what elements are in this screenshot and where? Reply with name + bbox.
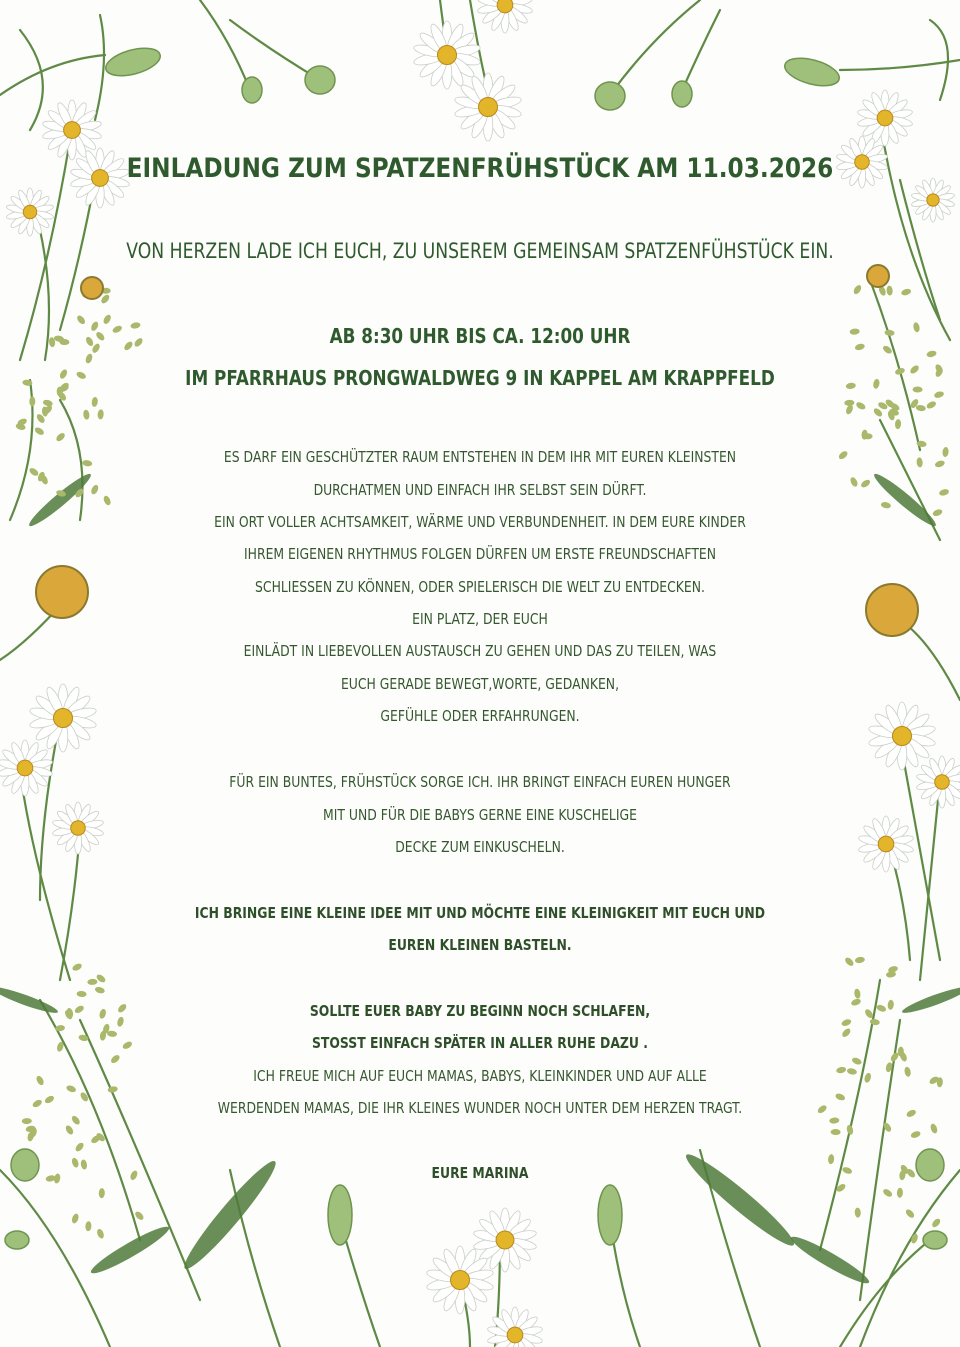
grass-seed-icon — [933, 390, 944, 399]
flower-stem — [80, 1020, 200, 1300]
flower-stem — [840, 1240, 930, 1347]
daisy-flower-icon — [858, 816, 914, 872]
grass-seed-icon — [844, 956, 855, 967]
grass-seed-icon — [852, 284, 863, 296]
daisy-flower-icon — [0, 740, 53, 796]
grass-seed-icon — [932, 508, 943, 517]
daisy-flower-icon — [454, 73, 522, 141]
grass-seed-icon — [897, 1188, 903, 1198]
grass-seed-icon — [844, 400, 854, 406]
grass-seed-icon — [912, 322, 920, 333]
grass-seed-icon — [96, 1228, 105, 1240]
grass-seed-icon — [887, 1000, 894, 1011]
grass-seed-icon — [99, 1188, 105, 1198]
flower-bud-icon — [242, 77, 262, 103]
flower-bud-icon — [5, 1231, 29, 1249]
paragraph-line: EIN ORT VOLLER ACHTSAMKEIT, WÄRME UND VERBUNDENHEIT. IN DEM EURE KINDER — [214, 513, 746, 531]
daisy-flower-icon — [6, 188, 54, 236]
grass-seed-icon — [942, 447, 949, 458]
grass-seed-icon — [71, 962, 83, 972]
flower-stem — [860, 1020, 900, 1300]
leaf-icon — [0, 983, 60, 1016]
grass-seed-icon — [929, 1123, 938, 1134]
paragraph-line: ES DARF EIN GESCHÜTZTER RAUM ENTSTEHEN IN DEM IHR MIT EUREN KLEINSTEN — [223, 448, 737, 466]
grass-seed-icon — [71, 1213, 80, 1224]
grass-seed-icon — [845, 404, 855, 416]
flower-bud-icon — [672, 81, 692, 107]
paragraph-line: ICH FREUE MICH AUF EUCH MAMAS, BABYS, KLEINKINDER UND AUF ALLE — [253, 1067, 707, 1085]
grass-seed-icon — [880, 501, 891, 509]
daisy-flower-icon — [857, 90, 913, 146]
grass-seed-icon — [905, 1108, 917, 1118]
leaf-icon — [26, 470, 95, 531]
flower-stem — [10, 380, 33, 520]
grass-seed-icon — [74, 1141, 85, 1153]
grass-seed-icon — [80, 1159, 88, 1170]
flower-bud-icon — [916, 1149, 944, 1181]
grass-seed-icon — [931, 1217, 942, 1228]
flower-stem — [95, 15, 104, 120]
grass-seed-icon — [58, 368, 68, 380]
paragraph-line: EINLÄDT IN LIEBEVOLLEN AUSTAUSCH ZU GEHEN UND DAS ZU TEILEN, WAS — [243, 642, 717, 660]
grass-seed-icon — [915, 404, 926, 411]
paragraph-line: EIN PLATZ, DER EUCH — [412, 610, 548, 628]
paragraph-line-bold: ICH BRINGE EINE KLEINE IDEE MIT UND MÖCHTE EINE KLEINIGKEIT MIT EUCH UND — [194, 904, 766, 922]
flower-stem — [900, 620, 960, 700]
grass-seed-icon — [34, 426, 46, 437]
leaf-icon — [788, 1231, 873, 1288]
grass-seed-icon — [71, 1157, 80, 1168]
daisy-flower-icon — [413, 21, 481, 89]
yellow-flower-icon — [36, 566, 88, 618]
grass-seed-icon — [828, 1154, 835, 1165]
grass-seed-icon — [909, 364, 920, 375]
daisy-flower-icon — [29, 684, 97, 752]
grass-seed-icon — [134, 1210, 145, 1221]
grass-seed-icon — [916, 457, 923, 468]
grass-seed-icon — [846, 1124, 854, 1135]
yellow-flower-icon — [867, 265, 889, 287]
grass-seed-icon — [904, 1208, 915, 1219]
grass-seed-icon — [863, 1072, 872, 1083]
grass-seed-icon — [97, 409, 104, 419]
grass-seed-icon — [82, 459, 93, 467]
grass-seed-icon — [854, 956, 865, 963]
grass-seed-icon — [913, 387, 923, 393]
paragraph-line: SCHLIESSEN ZU KÖNNEN, ODER SPIELERISCH DIE WELT ZU ENTDECKEN. — [255, 578, 705, 596]
grass-seed-icon — [84, 353, 93, 364]
grass-seed-icon — [831, 1129, 841, 1135]
grass-seed-icon — [854, 988, 862, 999]
flower-stem — [930, 20, 948, 100]
grass-seed-icon — [85, 1221, 92, 1231]
grass-seed-icon — [855, 401, 867, 411]
grass-seed-icon — [882, 1188, 894, 1199]
flower-stem — [20, 770, 70, 980]
grass-seed-icon — [87, 979, 97, 986]
flower-bud-icon — [305, 66, 335, 94]
grass-seed-icon — [876, 1004, 888, 1013]
leaf-icon — [900, 983, 960, 1016]
paragraph-line-bold: STOSST EINFACH SPÄTER IN ALLER RUHE DAZU . — [311, 1034, 649, 1052]
paragraph-line: DECKE ZUM EINKUSCHELN. — [395, 838, 565, 856]
grass-seed-icon — [926, 400, 938, 410]
grass-seed-icon — [895, 419, 902, 429]
grass-seed-icon — [938, 488, 949, 496]
grass-seed-icon — [73, 1004, 85, 1014]
paragraph-line-bold: EUREN KLEINEN BASTELN. — [388, 936, 572, 954]
grass-seed-icon — [872, 378, 880, 389]
yellow-flower-icon — [81, 277, 103, 299]
grass-seed-icon — [35, 1075, 45, 1087]
grass-seed-icon — [829, 1117, 839, 1124]
flower-stem — [870, 280, 920, 450]
flower-bud-icon — [103, 43, 163, 81]
grass-seed-icon — [855, 1207, 861, 1217]
leaf-icon — [871, 470, 940, 531]
grass-seed-icon — [884, 329, 895, 336]
grass-seed-icon — [904, 1066, 912, 1077]
flower-bud-icon — [328, 1185, 352, 1245]
grass-seed-icon — [28, 467, 40, 478]
grass-seed-icon — [94, 986, 105, 994]
event-time: AB 8:30 UHR BIS CA. 12:00 UHR — [329, 324, 631, 348]
flower-bud-icon — [782, 53, 842, 91]
flower-stem — [0, 55, 105, 95]
grass-seed-icon — [75, 370, 87, 380]
signature: EURE MARINA — [431, 1164, 529, 1182]
flower-bud-icon — [923, 1231, 947, 1249]
invitation-subtitle: VON HERZEN LADE ICH EUCH, ZU UNSEREM GEMEINSAM SPATZENFÜHSTÜCK EIN. — [126, 239, 834, 263]
grass-seed-icon — [934, 459, 945, 468]
grass-seed-icon — [70, 1114, 81, 1126]
grass-seed-icon — [910, 1130, 921, 1139]
flower-bud-icon — [598, 1185, 622, 1245]
grass-seed-icon — [926, 350, 937, 358]
grass-seed-icon — [22, 1118, 32, 1124]
grass-seed-icon — [110, 1054, 122, 1065]
paragraph-line: GEFÜHLE ODER ERFAHRUNGEN. — [380, 707, 580, 725]
yellow-flower-icon — [866, 584, 918, 636]
paragraph-line: DURCHATMEN UND EINFACH IHR SELBST SEIN DÜRFT. — [313, 481, 647, 499]
daisy-flower-icon — [42, 100, 102, 160]
grass-seed-icon — [76, 991, 86, 998]
grass-seed-icon — [44, 1094, 56, 1104]
flower-stem — [920, 780, 940, 980]
daisy-flower-icon — [868, 702, 936, 770]
grass-seed-icon — [65, 1084, 77, 1093]
grass-seed-icon — [91, 397, 98, 408]
daisy-flower-icon — [911, 178, 955, 222]
paragraph-line: WERDENDEN MAMAS, DIE IHR KLEINES WUNDER NOCH UNTER DEM HERZEN TRAGT. — [217, 1099, 743, 1117]
paragraph-line: IHREM EIGENEN RHYTHMUS FOLGEN DÜRFEN UM ERSTE FREUNDSCHAFTEN — [243, 545, 717, 563]
event-location: IM PFARRHAUS PRONGWALDWEG 9 IN KAPPEL AM KRAPPFELD — [185, 366, 775, 390]
flower-stem — [20, 140, 70, 360]
grass-seed-icon — [64, 1124, 74, 1136]
grass-seed-icon — [29, 396, 35, 406]
grass-seed-icon — [76, 314, 87, 326]
daisy-flower-icon — [477, 0, 533, 33]
paragraph-line: FÜR EIN BUNTES, FRÜHSTÜCK SORGE ICH. IHR BRINGT EINFACH EUREN HUNGER — [229, 773, 731, 791]
grass-seed-icon — [83, 409, 90, 420]
grass-seed-icon — [886, 285, 893, 295]
invitation-title: EINLADUNG ZUM SPATZENFRÜHSTÜCK AM 11.03.2026 — [126, 153, 834, 184]
grass-seed-icon — [851, 1056, 863, 1066]
paragraph-line: EUCH GERADE BEWEGT,WORTE, GEDANKEN, — [340, 675, 620, 693]
paragraph-line: MIT UND FÜR DIE BABYS GERNE EINE KUSCHELIGE — [323, 806, 637, 824]
paragraph-line-bold: SOLLTE EUER BABY ZU BEGINN NOCH SCHLAFEN, — [309, 1002, 651, 1020]
grass-seed-icon — [900, 288, 911, 297]
flower-bud-icon — [11, 1149, 39, 1181]
flower-stem — [230, 20, 320, 80]
flower-bud-icon — [595, 82, 625, 110]
daisy-flower-icon — [487, 1307, 543, 1347]
grass-seed-icon — [31, 1098, 43, 1108]
flower-stem — [200, 0, 250, 90]
grass-seed-icon — [55, 432, 66, 443]
flower-stem — [0, 1170, 110, 1347]
flower-stem — [840, 60, 960, 70]
